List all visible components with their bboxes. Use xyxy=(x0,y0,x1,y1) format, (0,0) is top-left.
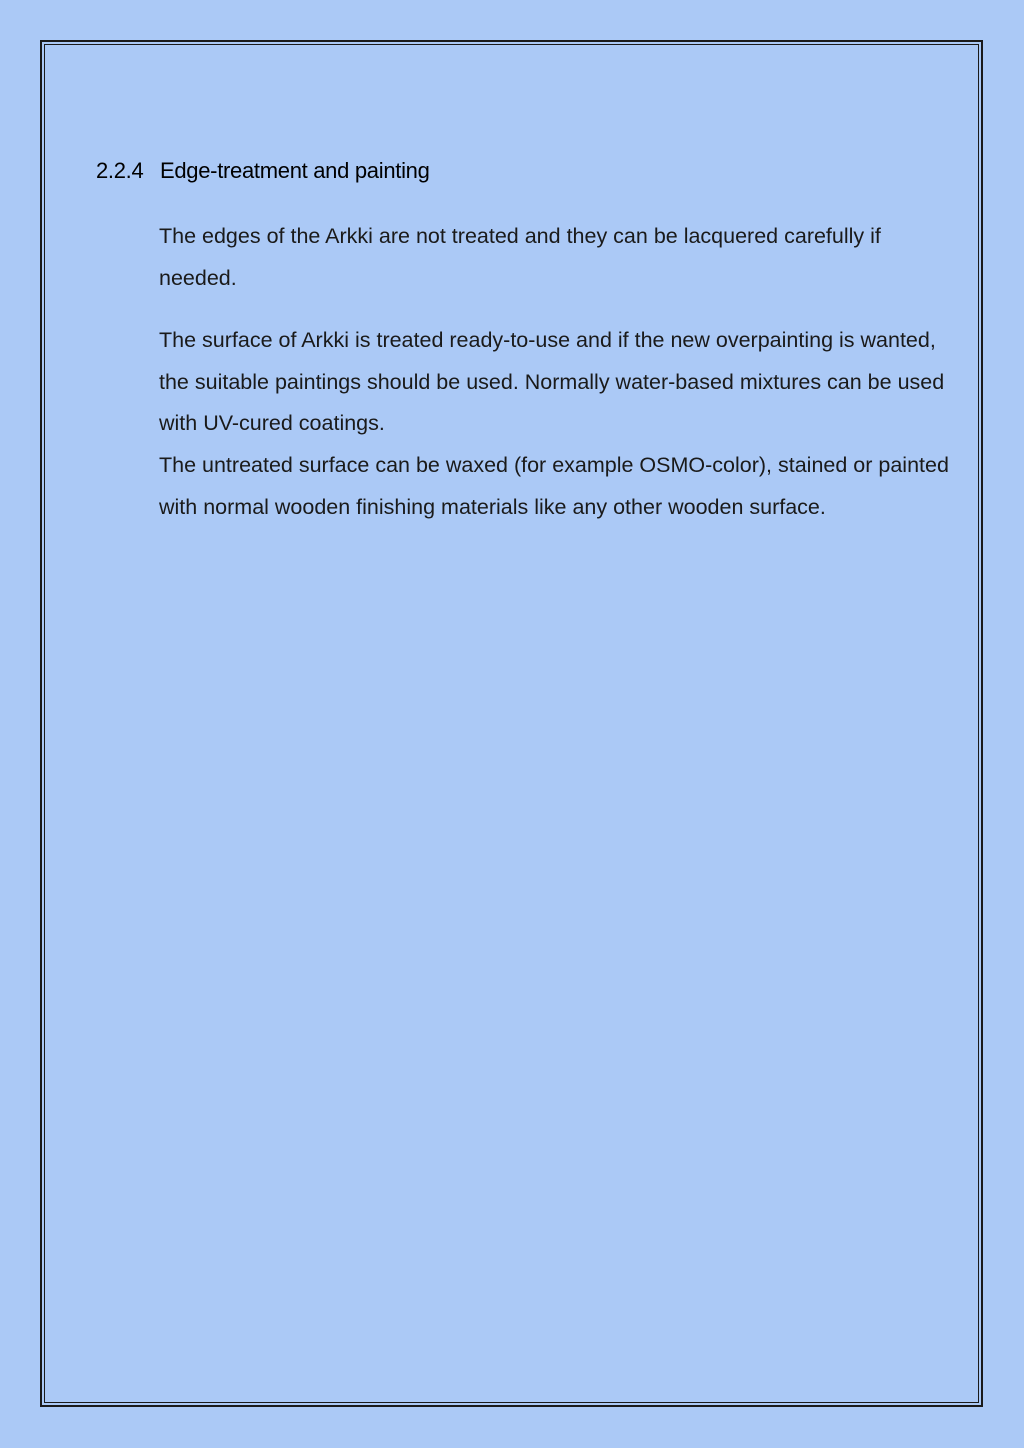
paragraph-edges: The edges of the Arkki are not treated and they can be lacquered carefully if needed. xyxy=(159,224,881,290)
section-number: 2.2.4 xyxy=(96,158,144,183)
paragraph-surface: The surface of Arkki is treated ready-to-use and if the new overpainting is wanted, the suitable paintings should be used. Normally water-based mixtures can be used with UV-cured coatings. xyxy=(159,328,945,435)
paragraph-untreated: The untreated surface can be waxed (for example OSMO-color), stained or painted with normal wooden finishing materials like any other wooden surface. xyxy=(159,453,949,519)
section-heading xyxy=(96,158,430,184)
section-title: Edge-treatment and painting xyxy=(160,158,430,183)
